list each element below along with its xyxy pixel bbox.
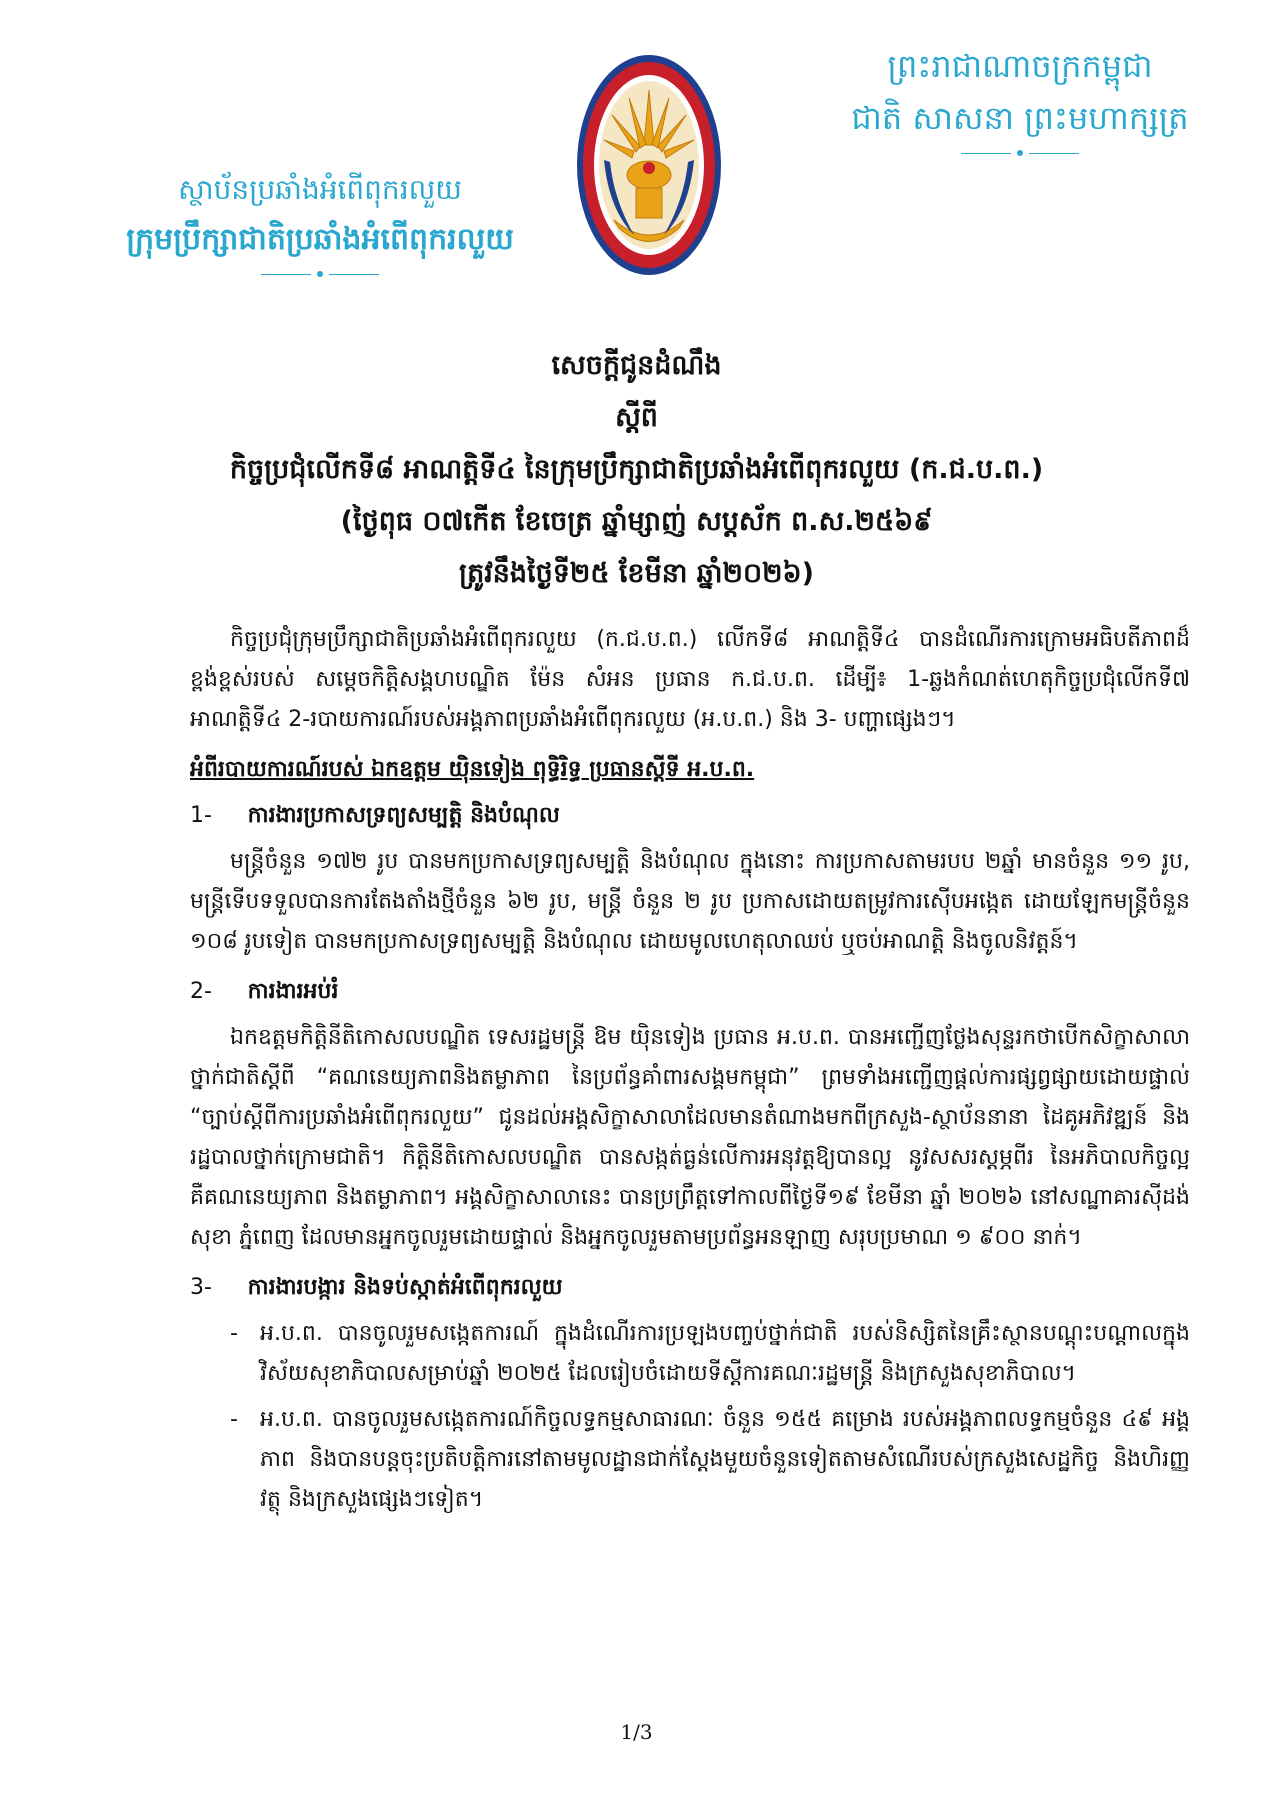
institution-divider	[110, 271, 530, 277]
item2-number: 2-	[190, 979, 212, 1004]
report-section-heading: អំពីរបាយការណ៍របស់ ឯកឧត្តម យ៉ិនទៀង ពុទ្ធិរិទ្ធ ប្រធានស្តីទី អ.ប.ព.	[190, 757, 755, 782]
institution-header	[110, 165, 530, 277]
notice-title-block	[110, 340, 1163, 600]
intro-paragraph: កិច្ចប្រជុំក្រុមប្រឹក្សាជាតិប្រឆាំងអំពើពុករលួយ (ក.ជ.ប.ព.) លើកទី៨ អាណត្តិទី៤ បានដំណើរការក្រោមអធិបតីភាពដ៏ខ្ពង់ខ្ពស់របស់ សម្តេចកិត្តិសង្គហបណ្ឌិត ម៉ែន សំអន ប្រធាន ក.ជ.ប.ព. ដើម្បី៖ 1-ឆ្លងកំណត់ហេតុកិច្ចប្រជុំលើកទី៧ អាណត្តិទី៤ 2-របាយការណ៍របស់អង្គភាពប្រឆាំងអំពើពុករលួយ (អ.ប.ព.) និង 3- បញ្ហាផ្សេងៗ។	[190, 627, 1190, 732]
notice-lunar-date: (ថ្ងៃពុធ ០៧កើត ខែចេត្រ ឆ្នាំម្សាញ់ សប្តស័ក ព.ស.២៥៦៩	[340, 506, 933, 537]
national-motto: ជាតិ សាសនា ព្រះមហាក្សត្រ	[851, 99, 1189, 137]
item2-paragraph: ឯកឧត្តមកិត្តិនីតិកោសលបណ្ឌិត ទេសរដ្ឋមន្ត្រី ឱម យ៉ិនទៀង ប្រធាន អ.ប.ព. បានអញ្ជើញថ្លែងសុន្ទរកថាបើកសិក្ខាសាលាថ្នាក់ជាតិស្តីពី “គណនេយ្យភាពនិងតម្លាភាព នៃប្រព័ន្ធគាំពារសង្គមកម្ពុជា” ព្រមទាំងអញ្ជើញផ្តល់ការផ្សព្វផ្សាយដោយផ្ទាល់ “ច្បាប់ស្តីពីការប្រឆាំងអំពើពុករលួយ” ជូនដល់អង្គសិក្ខាសាលាដែលមានតំណាងមកពីក្រសួង-ស្ថាប័ននានា ដៃគូអភិវឌ្ឍន៍ និងរដ្ឋបាលថ្នាក់ក្រោមជាតិ។ កិត្តិនីតិកោសលបណ្ឌិត បានសង្កត់ធ្ងន់លើការអនុវត្តឱ្យបានល្អ នូវសសរស្តម្ភពីរ នៃអភិបាលកិច្ចល្អ គឺគណនេយ្យភាព និងតម្លាភាព។ អង្គសិក្ខាសាលានេះ បានប្រព្រឹត្តទៅកាលពីថ្ងៃទី១៩ ខែមីនា ឆ្នាំ ២០២៦ នៅសណ្ឋាគារស៊ីដង់សុខា ភ្នំពេញ ដែលមានអ្នកចូលរួមដោយផ្ទាល់ និងអ្នកចូលរួមតាមប្រព័ន្ធអនឡាញ សរុបប្រមាណ ១ ៩០០ នាក់។	[190, 1025, 1190, 1250]
item1-paragraph: មន្ត្រីចំនួន ១៧២ រូប បានមកប្រកាសទ្រព្យសម្បត្តិ និងបំណុល ក្នុងនោះ ការប្រកាសតាមរបប ២ឆ្នាំ មានចំនួន ១១ រូប, មន្ត្រីទើបទទួលបានការតែងតាំងថ្មីចំនួន ៦២ រូប, មន្ត្រី ចំនួន ២ រូប ប្រកាសដោយតម្រូវការស៊ើបអង្កេត ដោយឡែកមន្ត្រីចំនួន ១០៨ រូបទៀត បានមកប្រកាសទ្រព្យសម្បត្តិ និងបំណុល ដោយមូលហេតុលាឈប់ ឬចប់អាណត្តិ និងចូលនិវត្តន៍។	[190, 849, 1190, 954]
item2-title: ការងារអប់រំ	[247, 979, 339, 1004]
item3-heading	[190, 1268, 1190, 1308]
council-name: ក្រុមប្រឹក្សាជាតិប្រឆាំងអំពើពុករលួយ	[126, 222, 514, 257]
acu-seal-logo	[574, 50, 724, 280]
institution-name: ស្ថាប័នប្រឆាំងអំពើពុករលួយ	[178, 173, 462, 206]
list-item	[230, 1400, 1190, 1520]
bullet-dash: -	[230, 1407, 238, 1432]
notice-subject: កិច្ចប្រជុំលើកទី៨ អាណត្តិទី៤ នៃក្រុមប្រឹក្សាជាតិប្រឆាំងអំពើពុករលួយ (ក.ជ.ប.ព.)	[229, 454, 1044, 485]
notice-body	[190, 620, 1190, 1526]
notice-about: ស្តីពី	[615, 402, 658, 433]
notice-solar-date: ត្រូវនឹងថ្ងៃទី២៥ ខែមីនា ឆ្នាំ២០២៦)	[459, 558, 814, 589]
kingdom-name: ព្រះរាជាណាចក្រកម្ពុជា	[887, 47, 1153, 85]
kingdom-header	[840, 40, 1200, 156]
notice-title: សេចក្តីជូនដំណឹង	[551, 350, 722, 381]
page-number: 1/3	[620, 1720, 653, 1744]
list-item	[230, 1314, 1190, 1394]
kingdom-divider	[840, 150, 1200, 156]
item1-heading	[190, 796, 1190, 836]
item3-title: ការងារបង្ការ និងទប់ស្កាត់អំពើពុករលួយ	[247, 1275, 563, 1300]
item1-number: 1-	[190, 803, 212, 828]
bullet1-text: អ.ប.ព. បានចូលរួមសង្កេតការណ៍ ក្នុងដំណើរការប្រឡងបញ្ចប់ថ្នាក់ជាតិ របស់និស្សិតនៃគ្រឹះស្ថានបណ្តុះបណ្តាលក្នុងវិស័យសុខាភិបាលសម្រាប់ឆ្នាំ ២០២៥ ដែលរៀបចំដោយទីស្តីការគណៈរដ្ឋមន្ត្រី និងក្រសួងសុខាភិបាល។	[260, 1321, 1190, 1386]
bullet-dash: -	[230, 1321, 238, 1346]
item3-number: 3-	[190, 1275, 212, 1300]
bullet2-text: អ.ប.ព. បានចូលរួមសង្កេតការណ៍កិច្ចលទ្ធកម្មសាធារណៈ ចំនួន ១៥៥ គម្រោង របស់អង្គភាពលទ្ធកម្មចំនួន ៤៩ អង្គភាព និងបានបន្តចុះប្រតិបត្តិការនៅតាមមូលដ្ឋានជាក់ស្តែងមួយចំនួនទៀតតាមសំណើរបស់ក្រសួងសេដ្ឋកិច្ច និងហិរញ្ញវត្ថុ និងក្រសួងផ្សេងៗទៀត។	[260, 1407, 1190, 1512]
item2-heading	[190, 972, 1190, 1012]
item1-title: ការងារប្រកាសទ្រព្យសម្បត្តិ និងបំណុល	[247, 803, 560, 828]
